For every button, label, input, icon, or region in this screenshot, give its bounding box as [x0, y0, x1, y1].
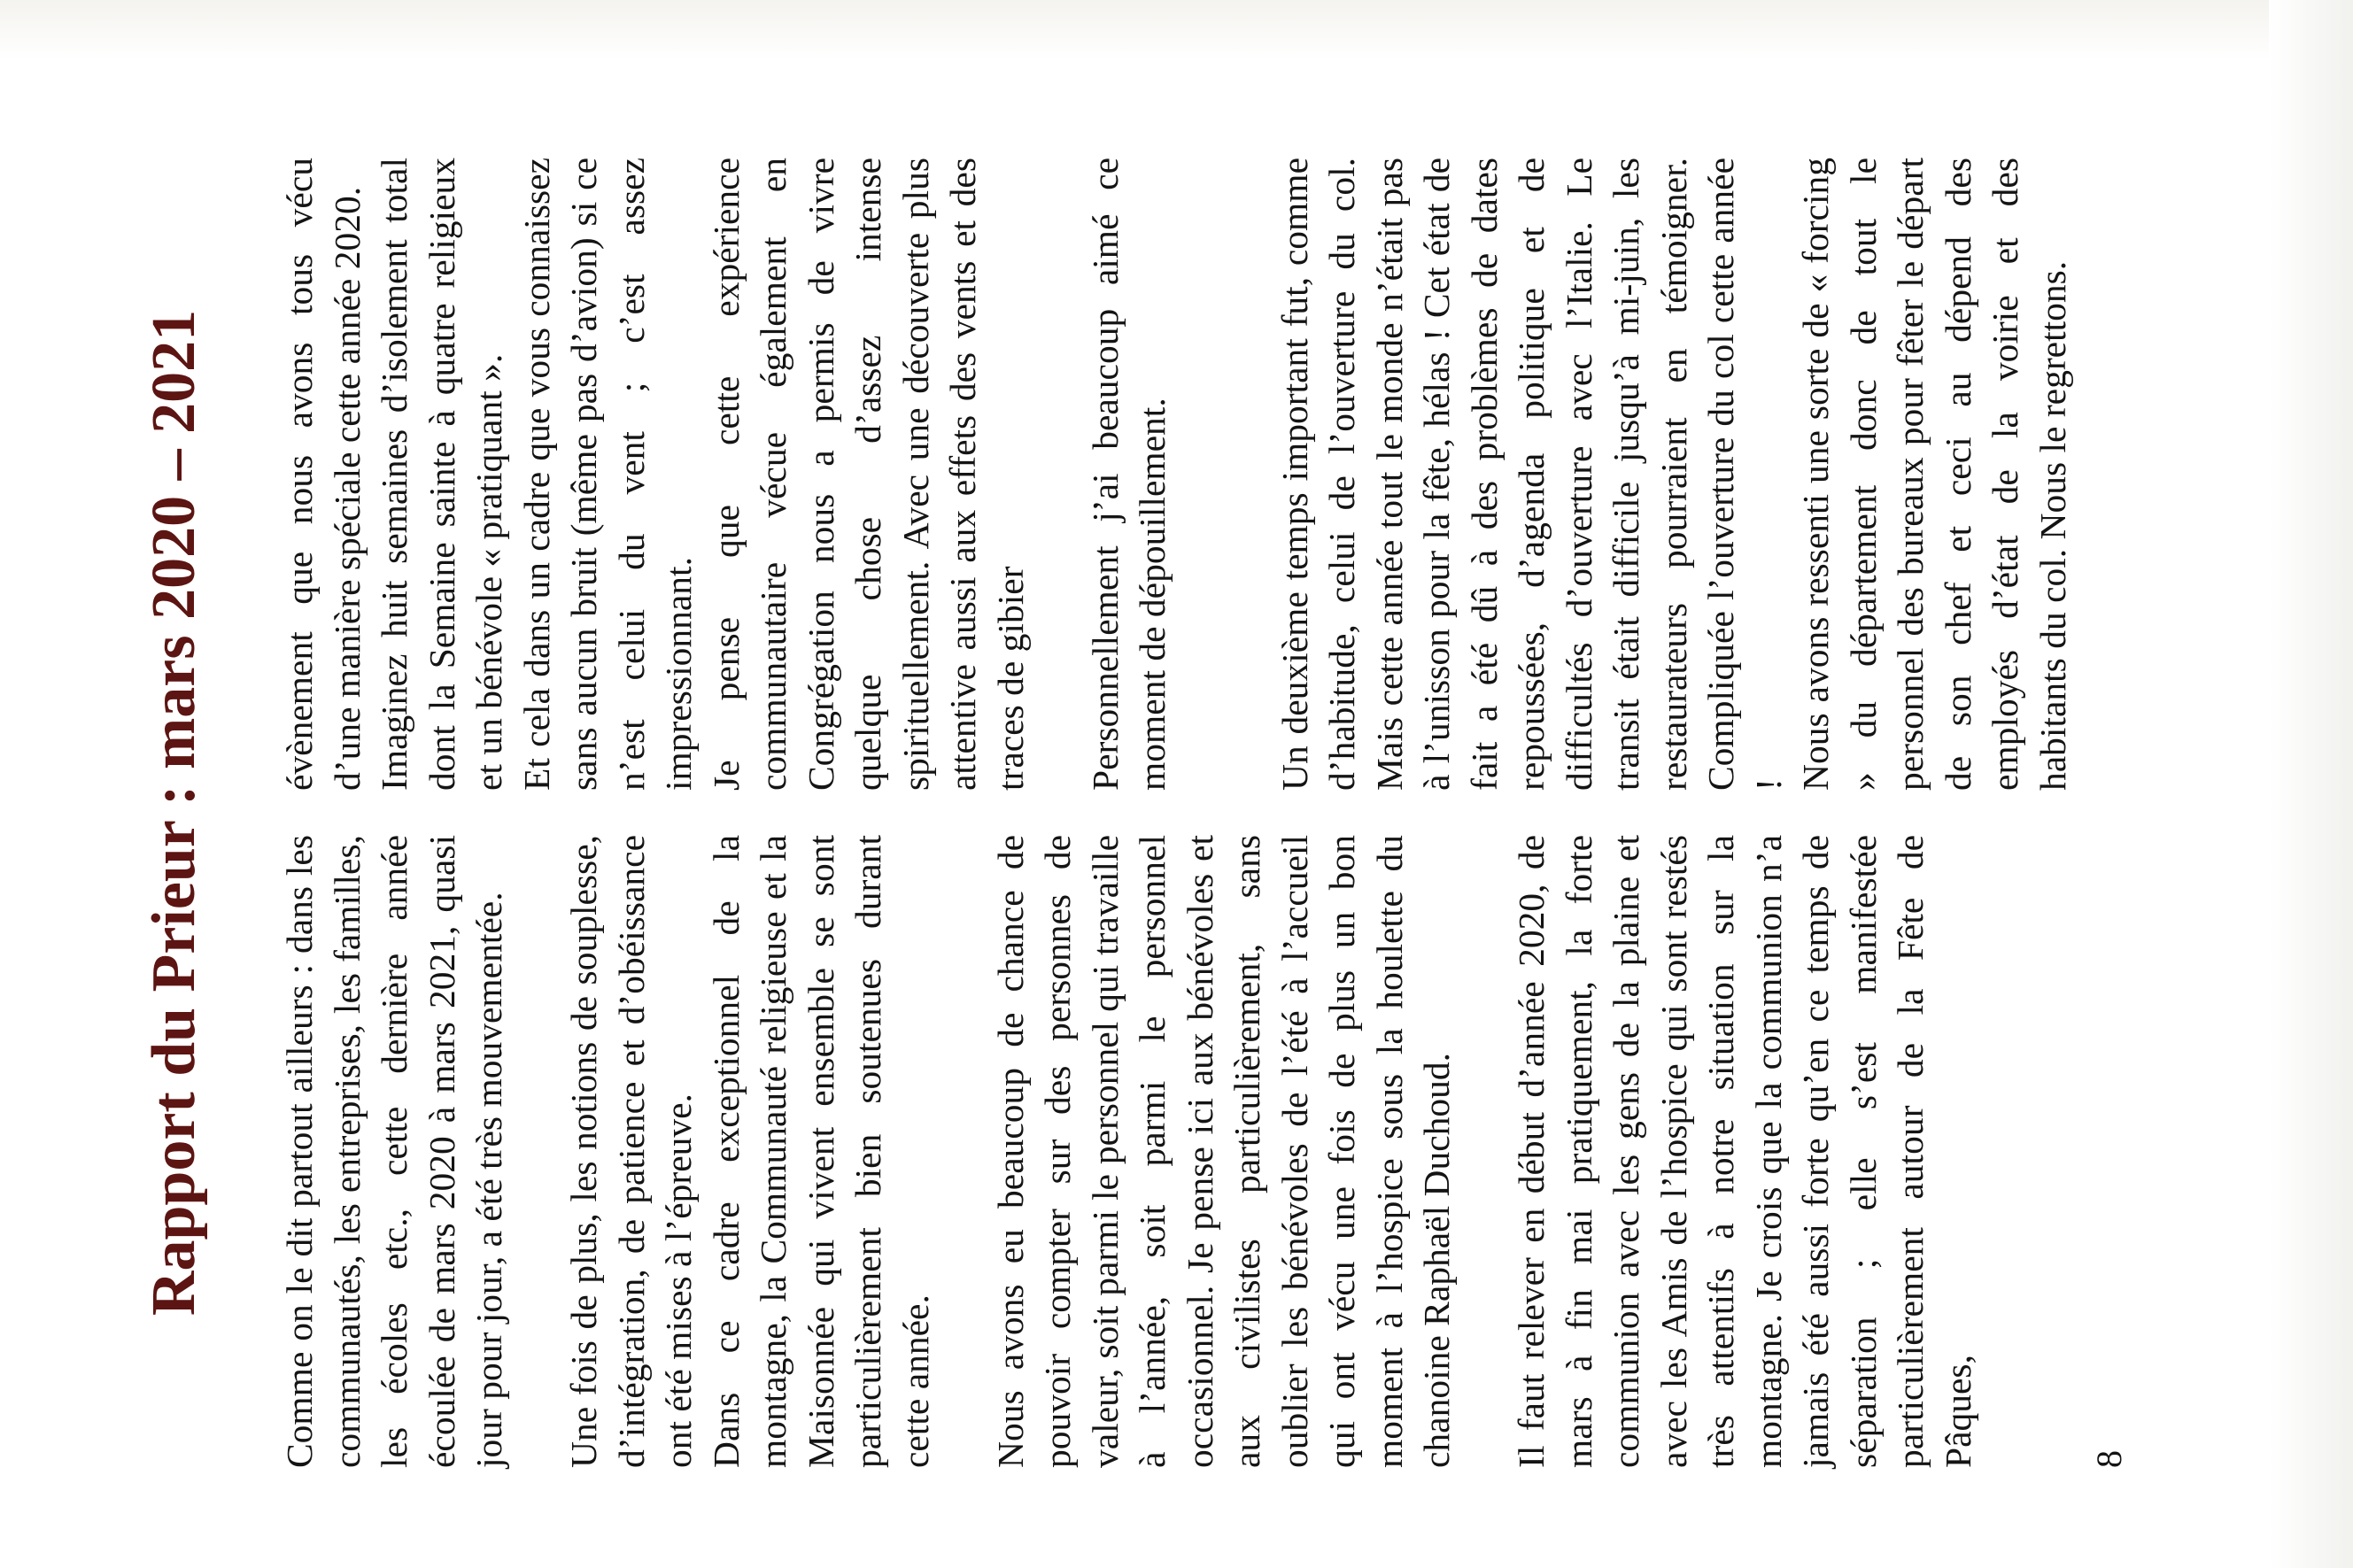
scan-right-edge [2269, 0, 2353, 1568]
right-column [276, 158, 2077, 791]
left-column [276, 835, 1982, 1468]
paragraph: Nous avons eu beaucoup de chance de pouvoir compter sur des personnes de valeur, soit parmi le personnel qui travaille à l’année, soit parmi le personnel occasionnel. Je pense ici aux bénévoles et aux civilistes particulièrement, sans oublier les bénévoles de l’été à l’accueil qui ont vécu une fois de plus un bon moment à l’hospice sous la houlette du chanoine Raphaël Duchoud. [989, 835, 1457, 1468]
paragraph: Et cela dans un cadre que vous connaissez sans aucun bruit (même pas d’avion) si ce n’est celui du vent ; c’est assez impressionnant. [515, 158, 699, 791]
paragraph: Nous avons ressenti une sorte de « forcing » du département donc de tout le personnel des bureaux pour fêter le départ de son chef et ceci au dépend des employés d’état de la voirie et des habitants du col. Nous le regrettons. [1795, 158, 2073, 791]
paragraph: Comme on le dit partout ailleurs : dans les communautés, les entreprises, les familles, les écoles etc., cette dernière année écoulée de mars 2020 à mars 2021, quasi jour pour jour, a été très mouvementée. [279, 835, 509, 1468]
paragraph: Une fois de plus, les notions de souplesse, d’intégration, de patience et d’obéissance ont été mises à l’épreuve. [563, 835, 699, 1468]
paragraph: Un deuxième temps important fut, comme d’habitude, celui de l’ouverture du col. Mais cette année tout le monde n’était pas à l’unisson pour la fête, hélas ! Cet état de fait a été dû à des problèmes de dates repoussées, d’agenda politique et de difficultés d’ouverture avec l’Italie. Le transit était difficile jusqu’à mi-juin, les restaurateurs pourraient en témoigner. Compliquée l’ouverture du col cette année ! [1273, 158, 1789, 791]
paragraph: Je pense que cette expérience communautaire vécue également en Congrégation nous a permis de vivre quelque chose d’assez intense spirituellement. Avec une découverte plus attentive aussi aux effets des vents et des traces de gibier [705, 158, 1031, 791]
paragraph: Imaginez huit semaines d’isolement total dont la Semaine sainte à quatre religieux et un bénévole « pratiquant ». [374, 158, 509, 791]
page-title: Rapport du Prieur : mars 2020 – 2021 [140, 309, 208, 1317]
rotated-page-content [130, 158, 2211, 1468]
paragraph: évènement que nous avons tous vécu d’une manière spéciale cette année 2020. [279, 158, 368, 791]
scan-top-edge [0, 0, 2353, 60]
paragraph: Dans ce cadre exceptionnel de la montagne, la Communauté religieuse et la Maisonnée qui vivent ensemble se sont particulièrement bien soutenues durant cette année. [705, 835, 936, 1468]
paragraph: Il faut relever en début d’année 2020, de mars à fin mai pratiquement, la forte communion avec les gens de la plaine et avec les Amis de l’hospice qui sont restés très attentifs à notre situation sur la montagne. Je crois que la communion n’a jamais été aussi forte qu’en ce temps de séparation ; elle s’est manifestée particulièrement autour de la Fête de Pâques, [1511, 835, 1978, 1468]
page-number: 8 [2089, 1450, 2129, 1468]
paragraph: Personnellement j’ai beaucoup aimé ce moment de dépouillement. [1084, 158, 1173, 791]
